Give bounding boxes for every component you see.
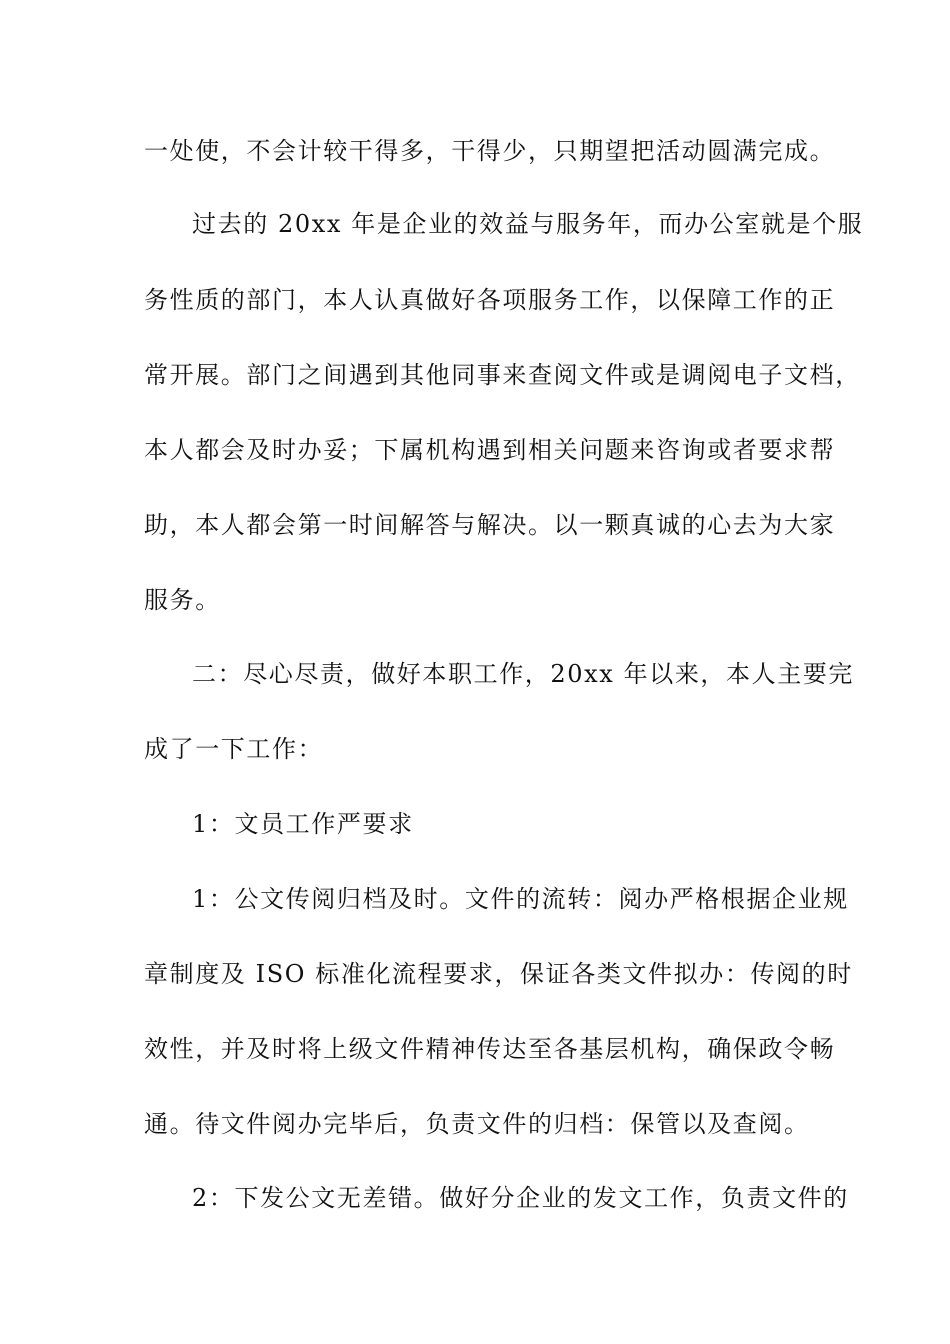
paragraph-start-line: 过去的 20xx 年是企业的效益与服务年，而办公室就是个服 (192, 210, 864, 238)
text-line: 常开展。部门之间遇到其他同事来查阅文件或是调阅电子文档， (144, 361, 861, 389)
text-line: 章制度及 ISO 标准化流程要求，保证各类文件拟办：传阅的时 (144, 960, 853, 988)
text-line: 本人都会及时办妥；下属机构遇到相关问题来咨询或者要求帮 (144, 436, 836, 464)
text-line: 一处使，不会计较干得多，干得少，只期望把活动圆满完成。 (144, 137, 836, 165)
section-heading: 1：文员工作严要求 (192, 810, 414, 838)
text-line: 通。待文件阅办完毕后，负责文件的归档：保管以及查阅。 (144, 1110, 810, 1138)
text-line: 效性，并及时将上级文件精神传达至各基层机构，确保政令畅 (144, 1035, 836, 1063)
text-line: 服务。 (144, 586, 221, 614)
text-line: 务性质的部门，本人认真做好各项服务工作，以保障工作的正 (144, 286, 836, 314)
text-line: 助，本人都会第一时间解答与解决。以一颗真诚的心去为大家 (144, 511, 836, 539)
paragraph-start-line: 1：公文传阅归档及时。文件的流转：阅办严格根据企业规 (192, 885, 849, 913)
text-line: 成了一下工作： (144, 735, 324, 763)
paragraph-start-line: 2：下发公文无差错。做好分企业的发文工作，负责文件的 (192, 1184, 849, 1212)
paragraph-start-line: 二：尽心尽责，做好本职工作，20xx 年以来，本人主要完 (192, 660, 855, 688)
